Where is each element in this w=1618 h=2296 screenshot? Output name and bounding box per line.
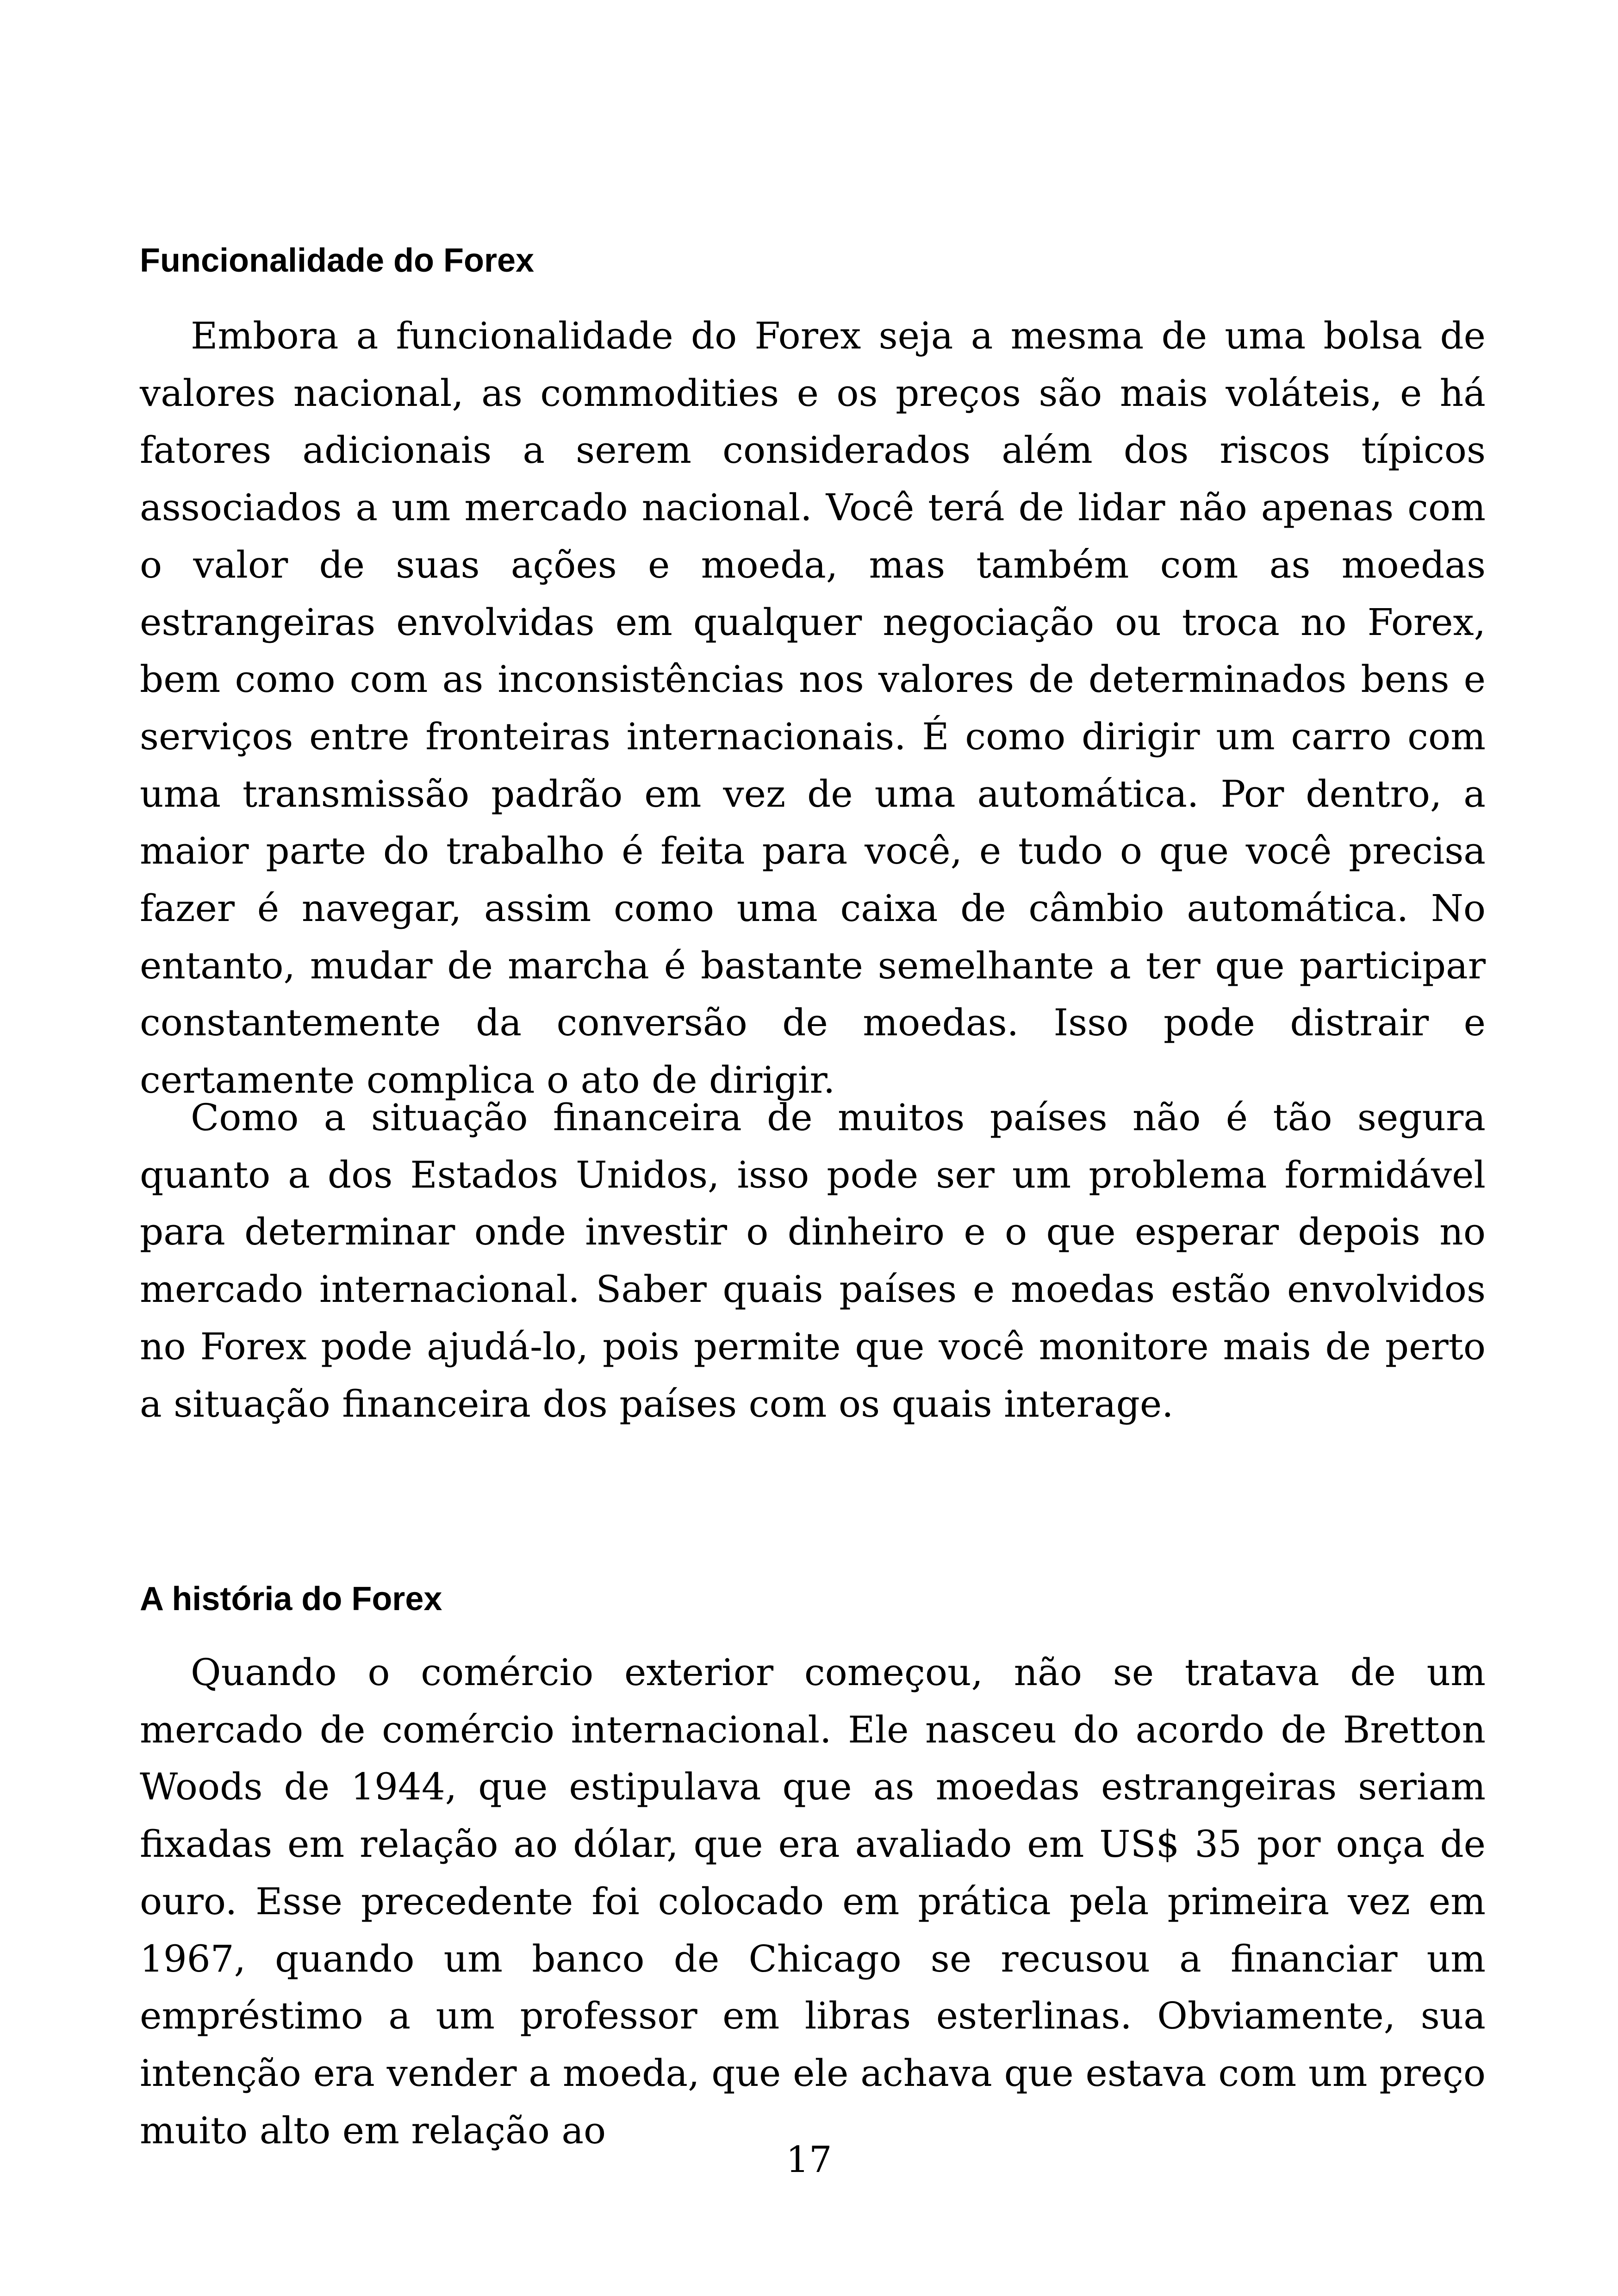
paragraph-funcionalidade-1: Embora a funcionalidade do Forex seja a mesma de uma bolsa de valores nacional, as commodities e os preços são mais voláteis, e há fatores adicionais a serem considerados além dos riscos típicos associados a um mercado nacional. Você terá de lidar não apenas com o valor de suas ações e moeda, mas também com as moedas estrangeiras envolvidas em qualquer negociação ou troca no Forex, bem como com as inconsistências nos valores de determinados bens e serviços entre fronteiras internacionais. É como dirigir um carro com uma transmissão padrão em vez de uma automática. Por dentro, a maior parte do trabalho é feita para você, e tudo o que você precisa fazer é navegar, assim como uma caixa de câmbio automática. No entanto, mudar de marcha é bastante semelhante a ter que participar constantemente da conversão de moedas. Isso pode distrair e certamente complica o ato de dirigir. [140, 314, 1486, 1102]
paragraph-funcionalidade-2: Como a situação financeira de muitos países não é tão segura quanto a dos Estados Unidos, isso pode ser um problema formidável para determinar onde investir o dinheiro e o que esperar depois no mercado internacional. Saber quais países e moedas estão envolvidos no Forex pode ajudá-lo, pois permite que você monitore mais de perto a situação financeira dos países com os quais interage. [140, 1096, 1486, 1425]
page-number: 17 [786, 2139, 832, 2181]
paragraph-historia-1: Quando o comércio exterior começou, não se tratava de um mercado de comércio internacional. Ele nasceu do acordo de Bretton Woods de 1944, que estipulava que as moedas estrangeiras seriam fixadas em relação ao dólar, que era avaliado em US$ 35 por onça de ouro. Esse precedente foi colocado em prática pela primeira vez em 1967, quando um banco de Chicago se recusou a financiar um empréstimo a um professor em libras esterlinas. Obviamente, sua intenção era vender a moeda, que ele achava que estava com um preço muito alto em relação ao [140, 1651, 1486, 2152]
section-heading-funcionalidade: Funcionalidade do Forex [140, 242, 535, 279]
section-heading-historia: A história do Forex [140, 1580, 442, 1618]
